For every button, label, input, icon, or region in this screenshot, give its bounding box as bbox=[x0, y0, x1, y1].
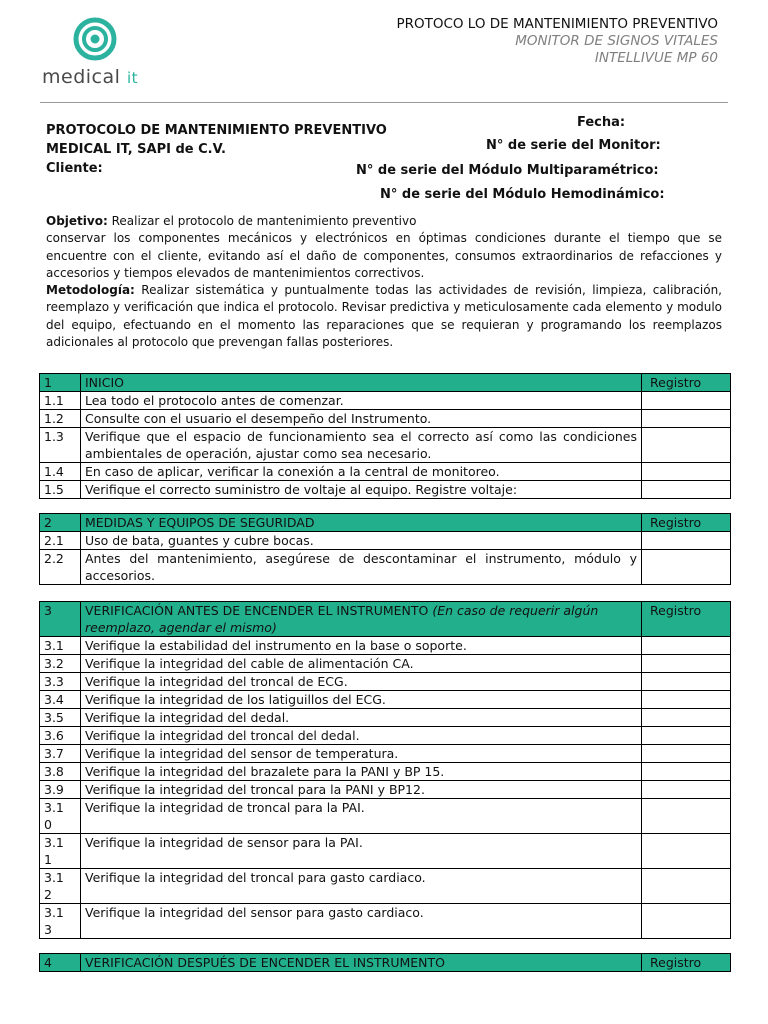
registro-cell[interactable] bbox=[642, 532, 731, 550]
registro-cell[interactable] bbox=[642, 673, 731, 691]
registro-cell[interactable] bbox=[642, 463, 731, 481]
table-row: 3.1 1 Verifique la integridad de sensor para la PAI. bbox=[40, 834, 731, 869]
monitor-serial-label: N° de serie del Monitor: bbox=[486, 138, 661, 153]
section-header: 2 MEDIDAS Y EQUIPOS DE SEGURIDAD Registro bbox=[40, 514, 731, 532]
table-row: 3.5 Verifique la integridad del dedal. bbox=[40, 709, 731, 727]
registro-cell[interactable] bbox=[642, 637, 731, 655]
protocol-title: PROTOCOLO DE MANTENIMIENTO PREVENTIVO bbox=[46, 123, 387, 138]
registro-cell[interactable] bbox=[642, 799, 731, 834]
registro-cell[interactable] bbox=[642, 655, 731, 673]
registro-cell[interactable] bbox=[642, 763, 731, 781]
registro-cell[interactable] bbox=[642, 481, 731, 499]
section-2-table bbox=[39, 513, 731, 585]
document-header bbox=[396, 16, 718, 67]
registro-cell[interactable] bbox=[642, 869, 731, 904]
table-row: 1.5 Verifique el correcto suministro de voltaje al equipo. Registre voltaje: bbox=[40, 481, 731, 499]
multiparam-serial-label: N° de serie del Módulo Multiparamétrico: bbox=[356, 163, 659, 178]
registro-cell[interactable] bbox=[642, 781, 731, 799]
methodology-text: Realizar sistemática y puntualmente todas las actividades de revisión, limpieza, calibración, reemplazo y verificación que indica el protocolo. Revisar predictiva y meticulosamente cada elemento y modulo del equipo, efectuando en el momento las reparaciones que se requieran y programando los reemplazos adicionales al protocolo que prevengan fallas posteriores. bbox=[46, 283, 722, 350]
company-logo bbox=[42, 16, 152, 96]
info-left-block bbox=[46, 121, 387, 178]
registro-cell[interactable] bbox=[642, 834, 731, 869]
section-1-table bbox=[39, 373, 731, 499]
document-title: PROTOCO LO DE MANTENIMIENTO PREVENTIVO bbox=[396, 16, 718, 32]
registro-cell[interactable] bbox=[642, 410, 731, 428]
table-row: 1.4 En caso de aplicar, verificar la conexión a la central de monitoreo. bbox=[40, 463, 731, 481]
table-row: 2.1 Uso de bata, guantes y cubre bocas. bbox=[40, 532, 731, 550]
registro-cell[interactable] bbox=[642, 428, 731, 463]
hemo-serial-label: N° de serie del Módulo Hemodinámico: bbox=[380, 187, 665, 202]
table-row: 3.9 Verifique la integridad del troncal para la PANI y BP12. bbox=[40, 781, 731, 799]
registro-cell[interactable] bbox=[642, 691, 731, 709]
registro-cell[interactable] bbox=[642, 392, 731, 410]
section-header: 1 INICIO Registro bbox=[40, 374, 731, 392]
device-name: MONITOR DE SIGNOS VITALES bbox=[515, 33, 718, 49]
table-row: 3.2 Verifique la integridad del cable de alimentación CA. bbox=[40, 655, 731, 673]
brand-wordmark: medical it bbox=[42, 66, 139, 88]
registro-cell[interactable] bbox=[642, 550, 731, 585]
logo-circles-icon bbox=[70, 16, 120, 62]
table-row: 3.7 Verifique la integridad del sensor de temperatura. bbox=[40, 745, 731, 763]
registro-cell[interactable] bbox=[642, 709, 731, 727]
objective-first-line: Realizar el protocolo de mantenimiento preventivo bbox=[107, 214, 417, 228]
date-label: Fecha: bbox=[577, 115, 626, 130]
section-4-table bbox=[39, 953, 731, 972]
table-row: 1.1 Lea todo el protocolo antes de comenzar. bbox=[40, 392, 731, 410]
registro-cell[interactable] bbox=[642, 904, 731, 939]
table-row: 3.1 0 Verifique la integridad de troncal para la PAI. bbox=[40, 799, 731, 834]
table-row: 1.3 Verifique que el espacio de funcionamiento sea el correcto así como las condiciones ambientales de operación, ajustar como sea necesario. bbox=[40, 428, 731, 463]
table-row: 3.4 Verifique la integridad de los latiguillos del ECG. bbox=[40, 691, 731, 709]
table-row: 3.3 Verifique la integridad del troncal de ECG. bbox=[40, 673, 731, 691]
table-row: 3.1 Verifique la estabilidad del instrumento en la base o soporte. bbox=[40, 637, 731, 655]
table-row: 1.2 Consulte con el usuario el desempeño del Instrumento. bbox=[40, 410, 731, 428]
company-name: MEDICAL IT, SAPI de C.V. bbox=[46, 142, 226, 157]
table-row: 3.1 3 Verifique la integridad del sensor para gasto cardiaco. bbox=[40, 904, 731, 939]
objective-label: Objetivo: bbox=[46, 214, 108, 228]
table-row: 3.1 2 Verifique la integridad del troncal para gasto cardiaco. bbox=[40, 869, 731, 904]
objective-section bbox=[46, 213, 722, 351]
section-3-table bbox=[39, 601, 731, 939]
table-row: 2.2 Antes del mantenimiento, asegúrese de descontaminar el instrumento, módulo y accesorios. bbox=[40, 550, 731, 585]
objective-text: conservar los componentes mecánicos y electrónicos en óptimas condiciones durante el tiempo que se encuentre con el cliente, evitando así el daño de componentes, consumos extraordinarios de refacciones y accesorios y tiempos elevados de mantenimientos correctivos. bbox=[46, 231, 722, 280]
section-header: 4 VERIFICACIÓN DESPUÉS DE ENCENDER EL INSTRUMENTO Registro bbox=[40, 954, 731, 972]
header-divider bbox=[40, 102, 728, 103]
registro-cell[interactable] bbox=[642, 745, 731, 763]
section-header: 3 VERIFICACIÓN ANTES DE ENCENDER EL INSTRUMENTO (En caso de requerir algún reemplazo, agendar el mismo) Registro bbox=[40, 602, 731, 637]
device-model: INTELLIVUE MP 60 bbox=[594, 50, 718, 66]
client-label: Cliente: bbox=[46, 161, 103, 176]
methodology-label: Metodología: bbox=[46, 283, 135, 298]
table-row: 3.6 Verifique la integridad del troncal del dedal. bbox=[40, 727, 731, 745]
registro-cell[interactable] bbox=[642, 727, 731, 745]
table-row: 3.8 Verifique la integridad del brazalete para la PANI y BP 15. bbox=[40, 763, 731, 781]
